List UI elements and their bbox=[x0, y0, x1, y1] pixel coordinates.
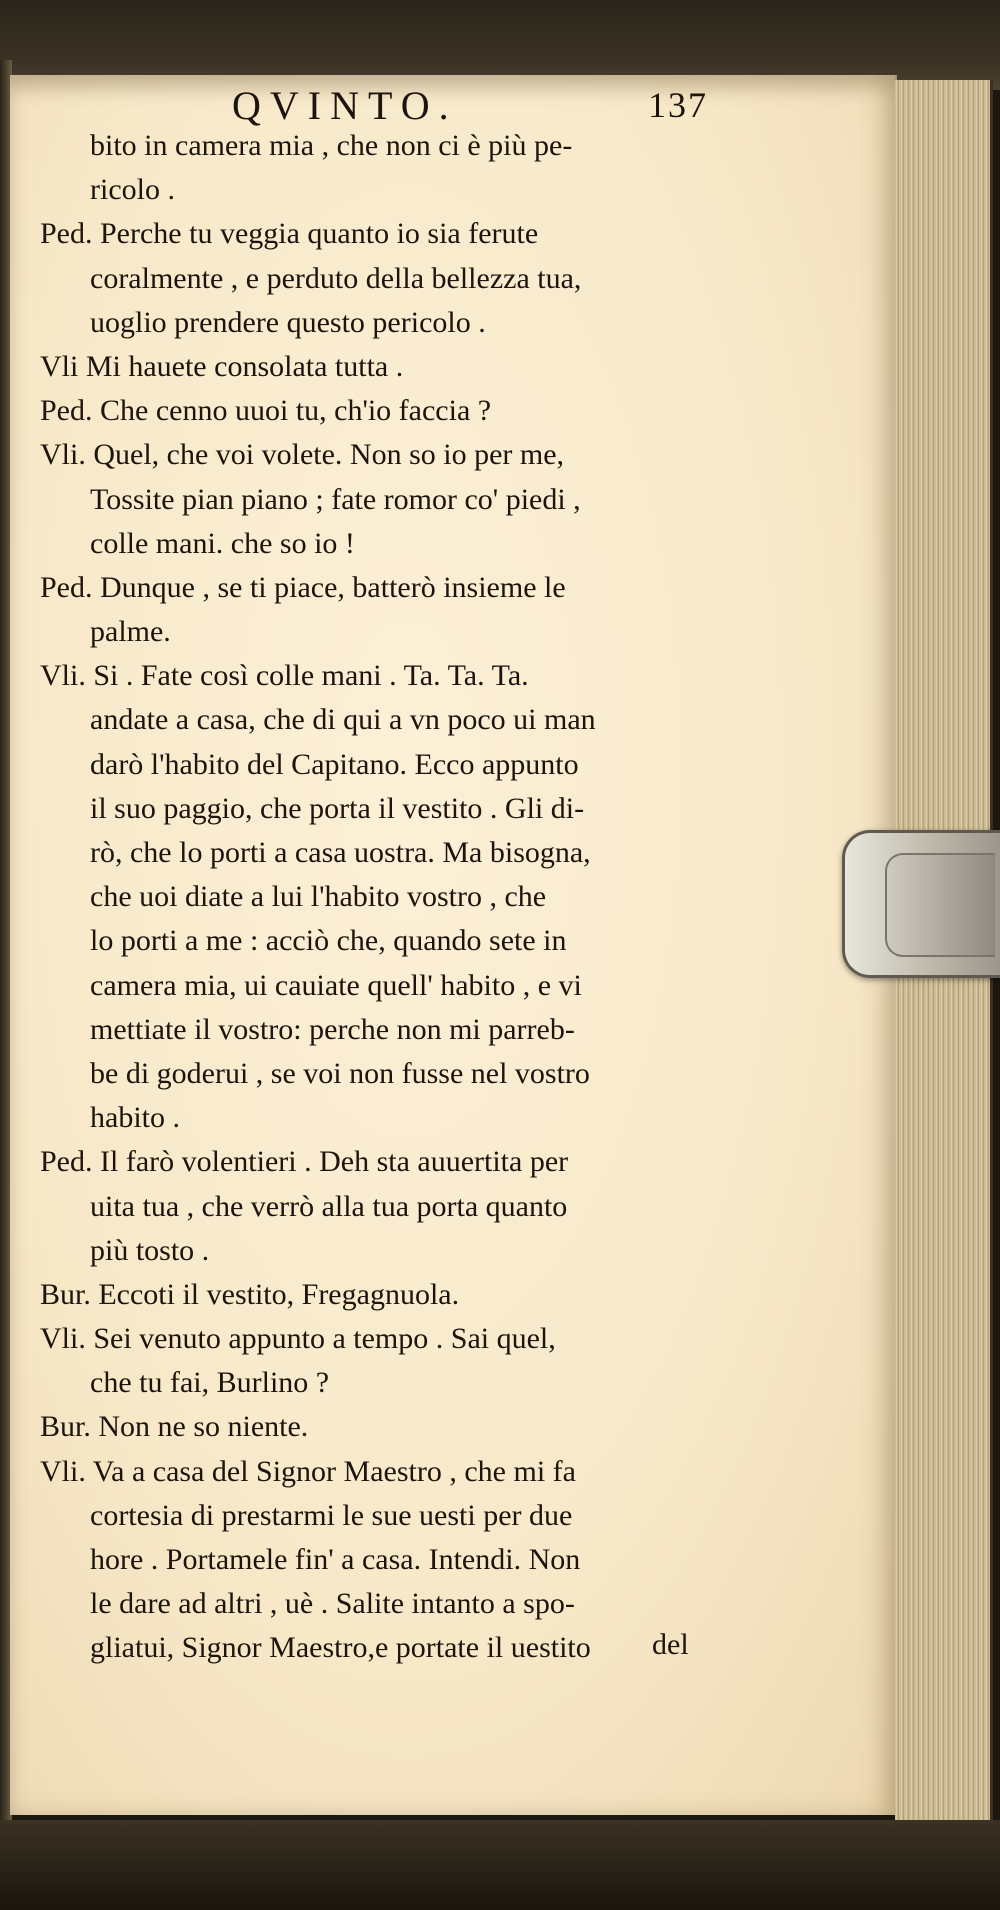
text-line: camera mia, ui cauiate quell' habito , e vi bbox=[90, 968, 582, 1002]
text-line: il suo paggio, che porta il vestito . Gli di- bbox=[90, 791, 585, 825]
text-line: le dare ad altri , uè . Salite intanto a spo- bbox=[90, 1587, 575, 1621]
text-line: colle mani. che so io ! bbox=[90, 526, 355, 560]
text-line: cortesia di prestarmi le sue uesti per due bbox=[90, 1498, 573, 1532]
speech-line-bur: Bur. Non ne so niente. bbox=[40, 1410, 309, 1444]
catchword: del bbox=[652, 1628, 689, 1661]
text-line: uita tua , che verrò alla tua porta quanto bbox=[90, 1189, 568, 1223]
text-line: bito in camera mia , che non ci è più pe- bbox=[90, 129, 573, 162]
text-line: che tu fai, Burlino ? bbox=[90, 1366, 330, 1400]
text-line: andate a casa, che di qui a vn poco ui man bbox=[90, 703, 596, 737]
text-line: più tosto . bbox=[90, 1233, 210, 1267]
text-line: rò, che lo porti a casa uostra. Ma bisogna, bbox=[90, 836, 591, 869]
text-line: be di goderui , se voi non fusse nel vostro bbox=[90, 1056, 590, 1090]
speech-line-bur: Bur. Eccoti il vestito, Fregagnuola. bbox=[40, 1277, 460, 1311]
text-line: hore . Portamele fin' a casa. Intendi. Non bbox=[90, 1543, 581, 1576]
speech-line-ped: Ped. Dunque , se ti piace, batterò insieme le bbox=[40, 570, 566, 604]
text-line: mettiate il vostro: perche non mi parreb- bbox=[90, 1012, 575, 1046]
text-line: ricolo . bbox=[90, 173, 175, 207]
clasp-plate bbox=[885, 853, 995, 957]
text-line: habito . bbox=[90, 1101, 180, 1135]
speech-line-vli: Vli. Sei venuto appunto a tempo . Sai quel, bbox=[40, 1322, 556, 1356]
book-bottom-shadow bbox=[0, 1820, 1000, 1910]
text-line: lo porti a me : acciò che, quando sete in bbox=[90, 924, 567, 958]
page-header bbox=[0, 82, 885, 128]
speech-line-ped: Ped. Perche tu veggia quanto io sia ferute bbox=[40, 217, 539, 251]
speech-line-vli: Vli. Si . Fate così colle mani . Ta. Ta. Ta. bbox=[40, 659, 529, 693]
text-line: Tossite pian piano ; fate romor co' piedi , bbox=[90, 482, 581, 516]
speech-line-ped: Ped. Che cenno uuoi tu, ch'io faccia ? bbox=[40, 394, 492, 428]
speech-line-ped: Ped. Il farò volentieri . Deh sta auuertita per bbox=[40, 1145, 569, 1179]
text-line: palme. bbox=[90, 615, 171, 649]
text-line: coralmente , e perduto della bellezza tua, bbox=[90, 261, 582, 295]
page-number: 137 bbox=[648, 85, 708, 125]
text-line: che uoi diate a lui l'habito vostro , che bbox=[90, 880, 547, 914]
text-block bbox=[40, 124, 850, 1671]
speech-line-vli: Vli. Va a casa del Signor Maestro , che mi fa bbox=[40, 1454, 576, 1488]
speech-line-vli: Vli Mi hauete consolata tutta . bbox=[40, 349, 404, 383]
text-line: gliatui, Signor Maestro,e portate il uestito bbox=[90, 1631, 591, 1665]
running-title: QVINTO. bbox=[232, 83, 458, 128]
text-line: uoglio prendere questo pericolo . bbox=[90, 305, 486, 339]
metal-clasp-icon bbox=[842, 830, 1000, 978]
speech-line-vli: Vli. Quel, che voi volete. Non so io per me, bbox=[40, 438, 565, 472]
text-line: darò l'habito del Capitano. Ecco appunto bbox=[90, 747, 579, 781]
